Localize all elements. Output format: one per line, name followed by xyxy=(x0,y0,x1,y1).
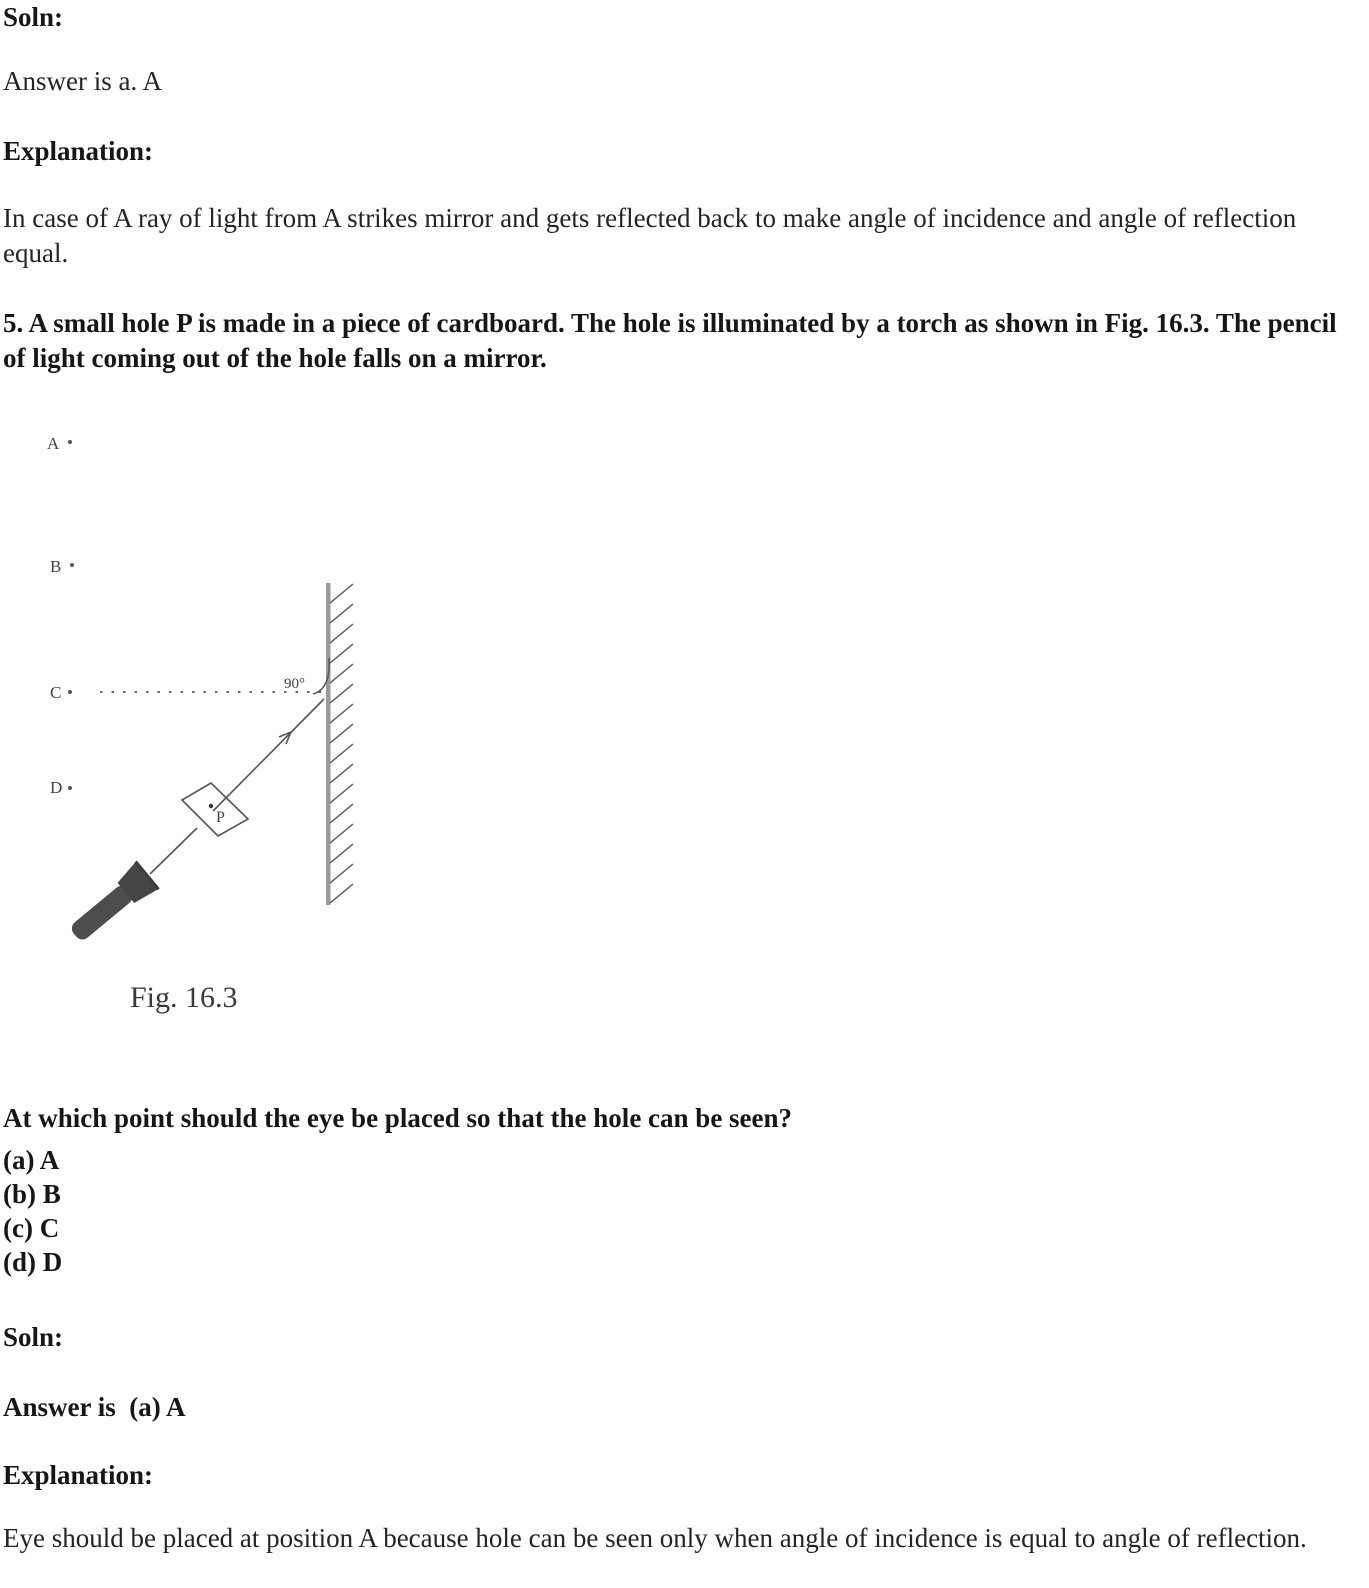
hole-p-label: P xyxy=(216,809,225,826)
angle-label: 90° xyxy=(284,676,305,692)
point-b-label: B xyxy=(50,557,62,576)
answer-text-2: Answer is (a) A xyxy=(3,1392,186,1422)
hole-p-dot xyxy=(209,804,213,808)
soln-heading-2: Soln: xyxy=(3,1322,64,1352)
option-a: (a) A xyxy=(3,1145,60,1175)
figure-caption: Fig. 16.3 xyxy=(130,981,238,1014)
explanation-heading-2: Explanation: xyxy=(3,1460,154,1490)
mirror-hatching xyxy=(330,584,353,903)
light-ray-lower xyxy=(150,828,197,874)
answer-text-1: Answer is a. A xyxy=(3,66,162,96)
point-b-dot xyxy=(70,563,74,567)
explanation-heading-1: Explanation: xyxy=(3,136,154,166)
soln-heading-1: Soln: xyxy=(3,2,64,32)
torch-icon xyxy=(64,861,160,949)
light-ray-upper xyxy=(213,699,324,811)
option-b: (b) B xyxy=(3,1179,61,1209)
question-statement: 5. A small hole P is made in a piece of cardboard. The hole is illuminated by a torch as shown in Fig. 16.3. The pencil of light coming out of the hole falls on a mirror. xyxy=(3,308,1337,373)
explanation-text-2: Eye should be placed at position A because hole can be seen only when angle of incidence is equal to angle of reflection. xyxy=(3,1523,1307,1553)
point-d-label: D xyxy=(50,778,63,797)
point-a-label: A xyxy=(47,434,60,453)
figure-16-3 xyxy=(0,415,400,1015)
option-c: (c) C xyxy=(3,1213,60,1243)
point-c-label: C xyxy=(50,683,62,702)
point-a-dot xyxy=(68,440,72,444)
mirror xyxy=(326,583,331,905)
explanation-text-1: In case of A ray of light from A strikes mirror and gets reflected back to make angle of incidence and angle of reflection equal. xyxy=(3,203,1297,268)
options-list xyxy=(3,1143,62,1279)
point-d-dot xyxy=(68,786,72,790)
question-prompt: At which point should the eye be placed so that the hole can be seen? xyxy=(3,1103,793,1133)
point-c-dot xyxy=(68,690,72,694)
option-d: (d) D xyxy=(3,1247,63,1277)
